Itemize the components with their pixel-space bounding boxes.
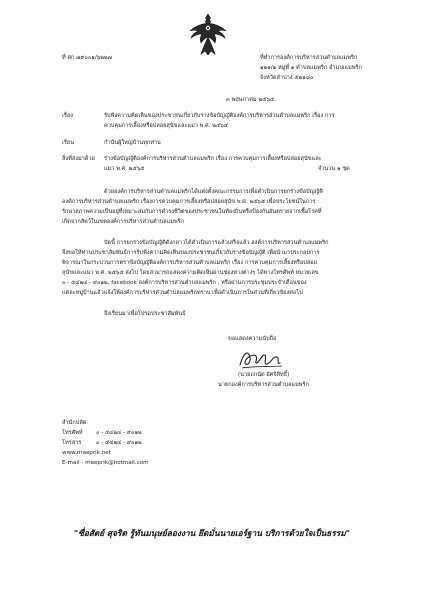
- subject-label: เรื่อง: [62, 113, 74, 119]
- office-name: สำนักปลัด: [62, 420, 87, 426]
- garuda-emblem-icon: [187, 12, 229, 56]
- enclosure-line-2: แมว พ.ศ. ๒๕๖๕: [104, 166, 145, 172]
- body-paragraph-2-line-4: สุนัขและแมว พ.ศ. ๒๕๖๕ ส่งไป โดยสามารถแสดงความคิดเห็นผ่านช่องทางต่างๆ ได้ทางโทรศัพท์ หมายเลข: [62, 270, 319, 276]
- body-paragraph-2-line-6: แต่ละหมู่บ้านแล้วแจ้งให้องค์การบริหารส่วนตำบลแมพริกทราบ เพื่อดำเนินการในส่วนที่เกี่ยวข้องต่อไป: [62, 290, 303, 296]
- email-link-text[interactable]: E-mail - maeprik@hotmail.com: [62, 460, 149, 466]
- enclosure-quantity: จำนวน ๑ ชุด: [318, 166, 350, 172]
- body-paragraph-2-line-2: จึงขอให้ท่านประชาสัมพันธ์การรับฟังความคิดเห็นของประชาชนเกี่ยวกับร่างข้อบัญญัติ เพื่อนำมาประกอบการ: [62, 250, 320, 256]
- website-link[interactable]: [62, 450, 111, 456]
- recipient-text: กำนันผู้ใหญ่บ้านทุกท่าน: [104, 140, 161, 146]
- sender-address-line-3: จังหวัดลำปาง ๕๒๑๘๐: [260, 75, 314, 81]
- body-paragraph-1-line-1: ด้วยองค์การบริหารส่วนตำบลแมพริกได้แต่งตั้งคณะกรรมการเพื่อดำเนินการยกร่างข้อบัญญัติ: [104, 189, 323, 195]
- sender-address-line-1: ที่ทำการองค์การบริหารส่วนตำบลแมพริก: [260, 55, 358, 61]
- website-link-text[interactable]: www.maeprik.net: [62, 450, 111, 456]
- email-link[interactable]: [62, 460, 149, 466]
- fax-number: ๐ - ๕๔๒๔ - ๙๐๑๒: [96, 440, 142, 446]
- body-paragraph-2-line-1: บัดนี้ การยกร่างข้อบัญญัติดังกล่าวได้ดำเนินการแล้วเสร็จแล้ว องค์การบริหารส่วนตำบลแมพริก: [104, 240, 329, 246]
- body-paragraph-1-line-4: เกิดจากสัตว์ในเขตองค์การบริหารส่วนตำบลแมพริก: [62, 219, 185, 225]
- subject-line-1: รับฟังความคิดเห็นของประชาชนเกี่ยวกับร่างข้อบัญญัติองค์การบริหารส่วนตำบลแมพริก เรื่อง การ: [104, 113, 335, 119]
- body-paragraph-2-line-5: ๐ - ๕๔๒๔ - ๙๐๑๒, facebook องค์การบริหารส่วนตำบลแมพริก , หรือผ่านการประชุมประจำเดือนของ: [62, 280, 307, 286]
- phone-number: ๐ - ๕๔๒๔ - ๙๐๑๒: [96, 430, 142, 436]
- handwritten-signature: [236, 346, 286, 372]
- signer-name: (นายถกนัด อัศจิสิทธิ์): [238, 372, 290, 378]
- salutation: ขอแสดงความนับถือ: [228, 336, 277, 342]
- sender-address-line-2: ๑๒๑/๑ หมู่ที่ ๑ ตำบลแมพริก อำเภอแมพริก: [260, 65, 362, 71]
- body-paragraph-2-line-3: พิจารณาในกระบวนการตราข้อบัญญัติองค์การบริหารส่วนตำบลแมพริก เรื่อง การควบคุมการเลี้ยงหรือปล่อย: [62, 260, 317, 266]
- enclosure-line-1: ร่างข้อบัญญัติองค์การบริหารส่วนตำบลแมพริก เรื่อง การควบคุมการเลี้ยงหรือปล่อยสุนัขและ: [104, 156, 322, 162]
- enclosure-label: สิ่งที่ส่งมาด้วย: [62, 156, 95, 162]
- phone-label: โทรศัพท์: [62, 430, 83, 436]
- signer-title: นายกองค์การบริหารส่วนตำบลแมพริก: [218, 382, 309, 388]
- body-paragraph-1-line-3: รักษาสภาพความเป็นอยู่ที่เหมาะสมกับการดำรงชีวิตของประชาชนในท้องถิ่นหรือป้องกันอันตรายจากเชื้อโรคที่: [62, 209, 322, 215]
- organization-motto: "ซื่อสัตย์ สุจริต รู้ทันมนุษย์ลองงาน ยึดมั่นนายเอร์ฐาน บริการด้วยใจเป็นธรรม": [73, 528, 351, 538]
- recipient-label: เรียน: [62, 140, 75, 146]
- body-paragraph-1-line-2: องค์การบริหารส่วนตำบลแมพริก เรื่องการควบคุมการเลี้ยงหรือปล่อยสุนัข พ.ศ. ๒๕๖๕ เพื่อประโยชน์ในการ: [62, 199, 316, 205]
- document-number: ที่ ศก ๗๙๐๐๑/๖๒๒๗: [62, 55, 112, 61]
- letter-date: ๓ พฤษภาคม ๒๕๖๕: [226, 97, 275, 103]
- fax-label: โทรสาร: [62, 440, 82, 446]
- closing-request: จึงเรียนมาเพื่อโปรดประชาสัมพันธ์: [104, 311, 186, 317]
- subject-line-2: ควบคุมการเลี้ยงหรือปล่อยสุนัขและแมว พ.ศ. ๒๕๖๕: [104, 123, 228, 129]
